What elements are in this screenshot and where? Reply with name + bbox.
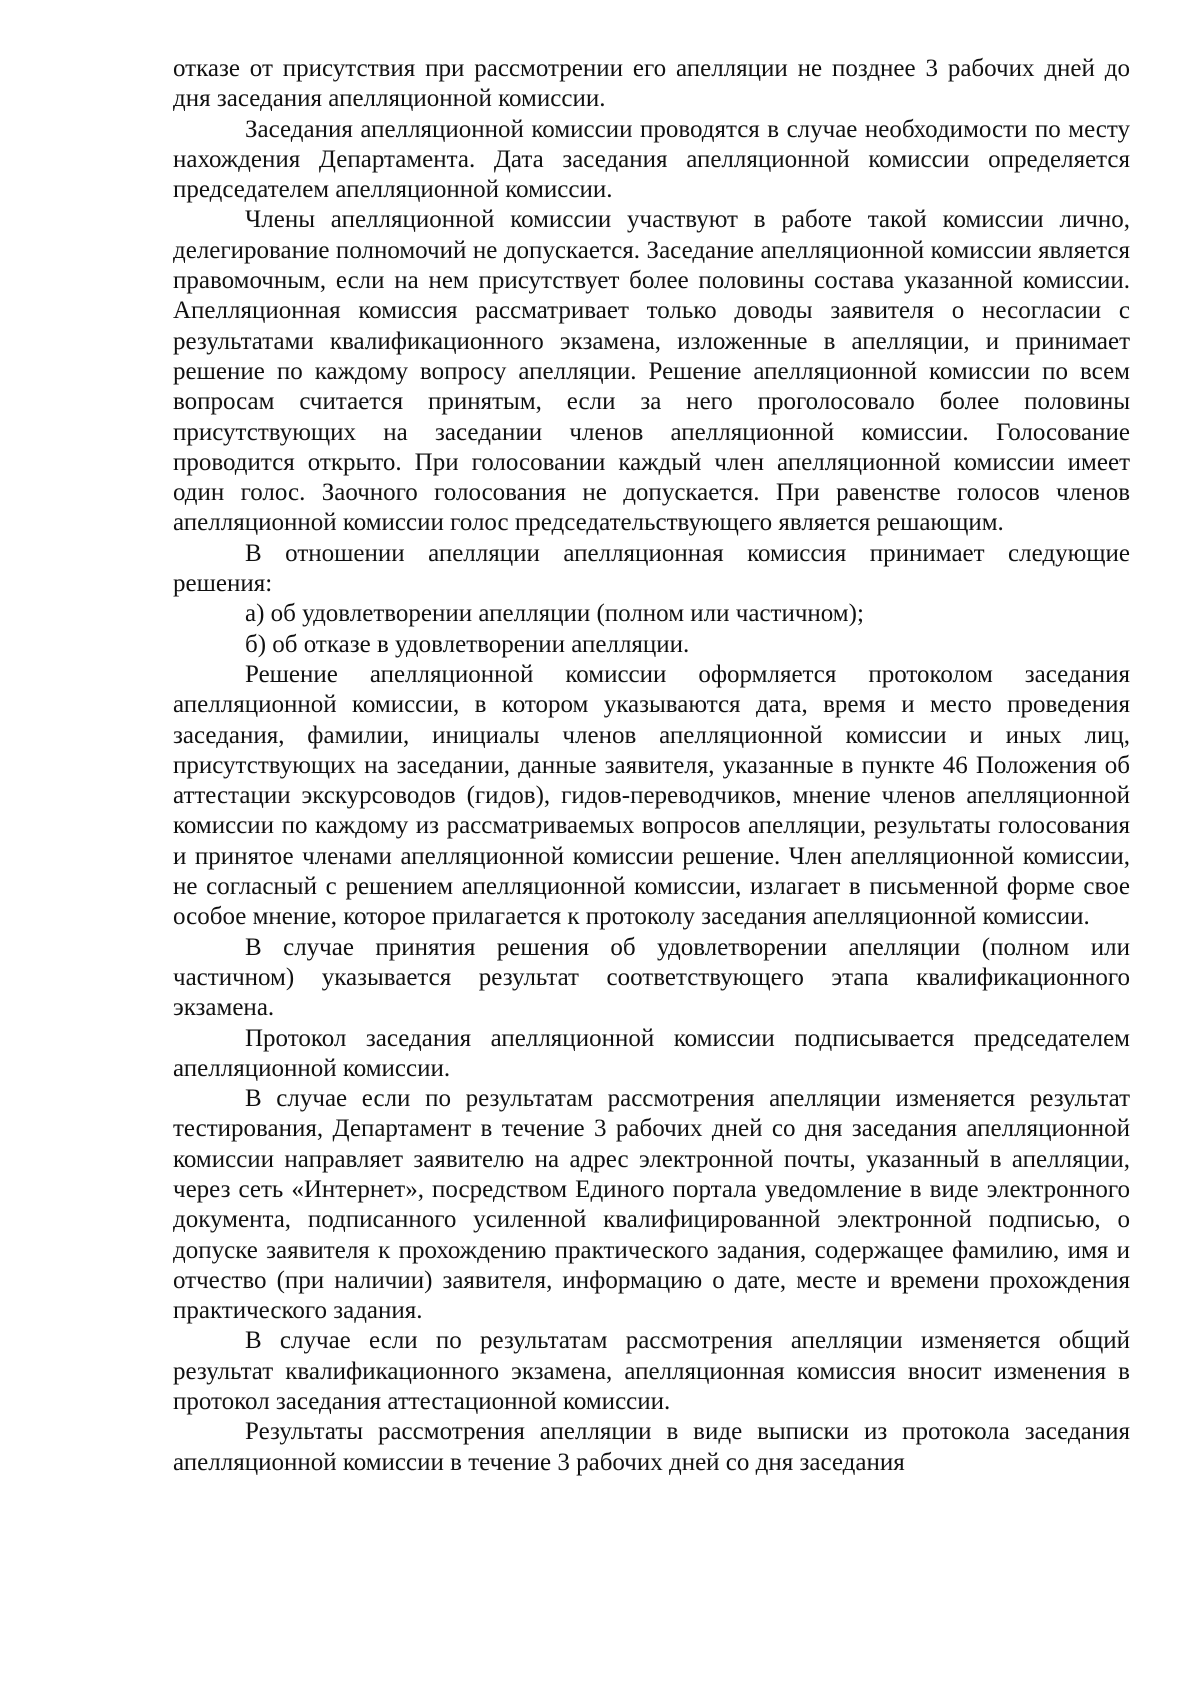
paragraph-protocol: Решение апелляционной комиссии оформляется протоколом заседания апелляционной комиссии, в котором указываются дата, время и место проведения заседания, фамилии, инициалы членов апелляционной комиссии и иных лиц, присутствующих на заседании, данные заявителя, указанные в пункте 46 Положения об аттестации экскурсоводов (гидов), гидов-переводчиков, мнение членов апелляционной комиссии по каждому из рассматриваемых вопросов апелляции, результаты голосования и принятое членами апелляционной комиссии решение. Член апелляционной комиссии, не согласный с решением апелляционной комиссии, излагает в письменной форме свое особое мнение, которое прилагается к протоколу заседания апелляционной комиссии. — [173, 660, 1130, 931]
paragraph-members-voting: Члены апелляционной комиссии участвуют в работе такой комиссии лично, делегирование полномочий не допускается. Заседание апелляционной комиссии является правомочным, если на нем присутствует более половины состава указанной комиссии. Апелляционная комиссия рассматривает только доводы заявителя о несогласии с результатами квалификационного экзамена, изложенные в апелляции, и принимает решение по каждому вопросу апелляции. Решение апелляционной комиссии по всем вопросам считается принятым, если за него проголосовало более половины присутствующих на заседании членов апелляционной комиссии. Голосование проводится открыто. При голосовании каждый член апелляционной комиссии имеет один голос. Заочного голосования не допускается. При равенстве голосов членов апелляционной комиссии голос председательствующего является решающим. — [173, 206, 1130, 537]
paragraph-protocol-signing: Протокол заседания апелляционной комиссии подписывается председателем апелляционной комиссии. — [173, 1024, 1130, 1082]
paragraph-testing-result-change: В случае если по результатам рассмотрения апелляции изменяется результат тестирования, Департамент в течение 3 рабочих дней со дня заседания апелляционной комиссии направляет заявителю на адрес электронной почты, указанный в апелляции, через сеть «Интернет», посредством Единого портала уведомление в виде электронного документа, подписанного усиленной квалифицированной электронной подписью, о допуске заявителя к прохождению практического задания, содержащее фамилию, имя и отчество (при наличии) заявителя, информацию о дате, месте и времени прохождения практического задания. — [173, 1085, 1130, 1325]
paragraph-decisions-intro: В отношении апелляции апелляционная комиссия принимает следующие решения: — [173, 539, 1130, 598]
paragraph-satisfaction-result: В случае принятия решения об удовлетворении апелляции (полном или частичном) указывается результат соответствующего этапа квалификационного экзамена. — [173, 933, 1130, 1022]
paragraph-meeting-location: Заседания апелляционной комиссии проводятся в случае необходимости по месту нахождения Департамента. Дата заседания апелляционной комиссии определяется председателем апелляционной комиссии. — [173, 115, 1130, 204]
paragraph-continuation: отказе от присутствия при рассмотрении его апелляции не позднее 3 рабочих дней до дня заседания апелляционной комиссии. — [173, 55, 1130, 113]
paragraph-results-extract: Результаты рассмотрения апелляции в виде выписки из протокола заседания апелляционной комиссии в течение 3 рабочих дней со дня заседания — [173, 1418, 1130, 1476]
list-item-b: б) об отказе в удовлетворении апелляции. — [245, 630, 690, 658]
paragraph-overall-result-change: В случае если по результатам рассмотрения апелляции изменяется общий результат квалификационного экзамена, апелляционная комиссия вносит изменения в протокол заседания аттестационной комиссии. — [173, 1327, 1130, 1416]
document-page — [173, 54, 1130, 1478]
list-item-a: а) об удовлетворении апелляции (полном или частичном); — [245, 600, 864, 628]
